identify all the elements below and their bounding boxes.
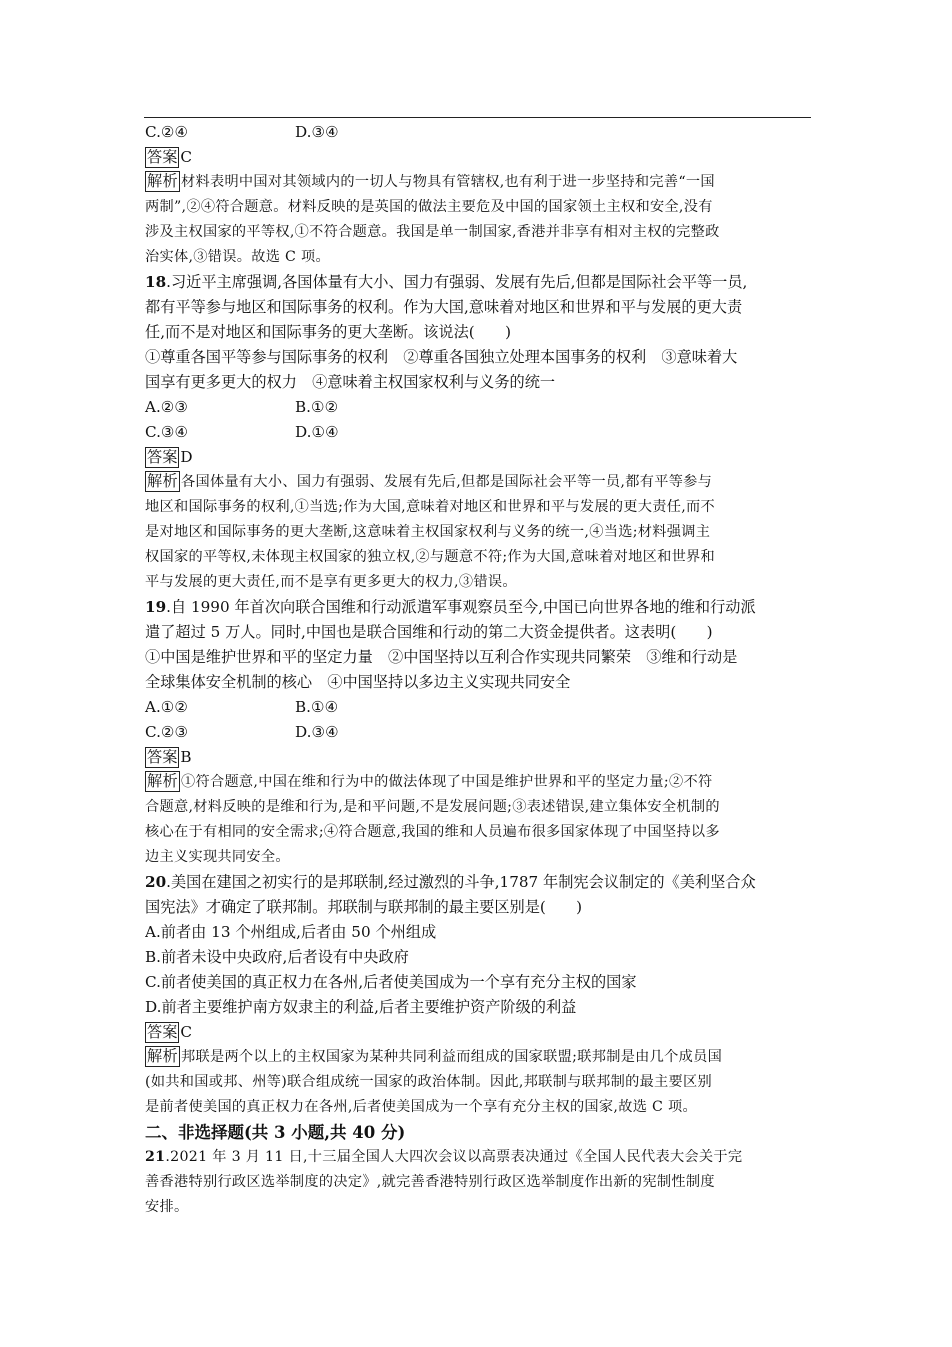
- q18-options-row: [145, 395, 811, 420]
- q20-option-b: B.前者未设中央政府,后者设有中央政府: [145, 948, 409, 966]
- q19-explanation-line: 边主义实现共同安全。: [145, 849, 290, 865]
- q19-explanation-line: 核心在于有相同的安全需求;④符合题意,我国的维和人员遍布很多国家体现了中国坚持以多: [145, 824, 720, 840]
- answer-value: B: [180, 748, 192, 766]
- q17-explanation-line: [145, 170, 811, 195]
- q19-option-b: B.①④: [295, 698, 339, 716]
- question-number: 21: [145, 1149, 166, 1165]
- q18-explanation-line: 地区和国际事务的权利,①当选;作为大国,意味着对地区和世界和平与发展的更大责任,而不: [145, 499, 716, 515]
- q18-option-d: D.①④: [295, 423, 339, 441]
- q19-option-d: D.③④: [295, 723, 339, 741]
- q20-explanation-line: 是前者使美国的真正权力在各州,后者使美国成为一个享有充分主权的国家,故选 C 项。: [145, 1099, 697, 1115]
- q19-explanation-line: [145, 770, 811, 795]
- question-number: 20: [145, 873, 167, 891]
- q17-options-row: [145, 120, 811, 145]
- stem-text: .美国在建国之初实行的是邦联制,经过激烈的斗争,1787 年制宪会议制定的《美利坚合众: [166, 873, 756, 891]
- q19-option-c: C.②③: [145, 723, 189, 741]
- q19-option-a: A.①②: [145, 698, 189, 716]
- q18-explanation-line: 是对地区和国际事务的更大垄断,这意味着主权国家权利与义务的统一,④当选;材料强调主: [145, 524, 711, 540]
- q20-option-a: A.前者由 13 个州组成,后者由 50 个州组成: [145, 923, 437, 941]
- q18-option-a: A.②③: [145, 398, 189, 416]
- q18-stem-line: 任,而不是对地区和国际事务的更大垄断。该说法( ): [145, 323, 511, 341]
- q20-explanation-line: [145, 1045, 811, 1070]
- q19-answer: [145, 745, 811, 770]
- q19-stem-line: [145, 595, 811, 620]
- q18-option-c: C.③④: [145, 423, 189, 441]
- answer-tag: 答案: [147, 448, 178, 466]
- q21-stem-line: 安排。: [145, 1199, 189, 1215]
- q19-statement-line: 全球集体安全机制的核心 ④中国坚持以多边主义实现共同安全: [145, 673, 571, 691]
- answer-value: D: [180, 448, 193, 466]
- stem-text: .自 1990 年首次向联合国维和行动派遣军事观察员至今,中国已向世界各地的维和行动派: [166, 598, 756, 616]
- q17-explanation-line: 涉及主权国家的平等权,①不符合题意。我国是单一制国家,香港并非享有相对主权的完整政: [145, 224, 720, 240]
- explanation-tag: 解析: [147, 172, 178, 190]
- q21-stem-line: 善香港特别行政区选举制度的决定》,就完善香港特别行政区选举制度作出新的宪制性制度: [145, 1174, 715, 1190]
- q20-explanation-line: (如共和国或邦、州等)联合组成统一国家的政治体制。因此,邦联制与联邦制的最主要区别: [145, 1074, 713, 1090]
- q17-option-c: C.②④: [145, 123, 189, 141]
- stem-text: .习近平主席强调,各国体量有大小、国力有强弱、发展有先后,但都是国际社会平等一员,: [166, 273, 748, 291]
- q17-answer: [145, 145, 811, 170]
- explanation-text: 邦联是两个以上的主权国家为某种共同利益而组成的国家联盟;联邦制是由几个成员国: [180, 1049, 723, 1065]
- q20-option-c: C.前者使美国的真正权力在各州,后者使美国成为一个享有充分主权的国家: [145, 973, 637, 991]
- explanation-text: 材料表明中国对其领域内的一切人与物具有管辖权,也有利于进一步坚持和完善“一国: [180, 174, 715, 190]
- q18-stem-line: 都有平等参与地区和国际事务的权利。作为大国,意味着对地区和世界和平与发展的更大责: [145, 298, 743, 316]
- question-number: 18: [145, 273, 167, 291]
- answer-tag: 答案: [147, 148, 178, 166]
- q20-answer: [145, 1020, 811, 1045]
- q19-statement-line: ①中国是维护世界和平的坚定力量 ②中国坚持以互利合作实现共同繁荣 ③维和行动是: [145, 648, 738, 666]
- explanation-text: 各国体量有大小、国力有强弱、发展有先后,但都是国际社会平等一员,都有平等参与: [180, 474, 713, 490]
- q21-stem-line: [145, 1145, 811, 1170]
- q18-explanation-line: 权国家的平等权,未体现主权国家的独立权,②与题意不符;作为大国,意味着对地区和世界和: [145, 549, 716, 565]
- q20-option-d: D.前者主要维护南方奴隶主的利益,后者主要维护资产阶级的利益: [145, 998, 577, 1016]
- q19-stem-line: 遣了超过 5 万人。同时,中国也是联合国维和行动的第二大资金提供者。这表明( ): [145, 623, 713, 641]
- explanation-text: ①符合题意,中国在维和行为中的做法体现了中国是维护世界和平的坚定力量;②不符: [180, 774, 713, 790]
- section-heading: 二、非选择题(共 3 小题,共 40 分): [145, 1123, 406, 1142]
- q19-explanation-line: 合题意,材料反映的是维和行为,是和平问题,不是发展问题;③表述错误,建立集体安全机制的: [145, 799, 720, 815]
- q18-statement-line: ①尊重各国平等参与国际事务的权利 ②尊重各国独立处理本国事务的权利 ③意味着大: [145, 348, 738, 366]
- explanation-tag: 解析: [147, 472, 178, 490]
- q18-answer: [145, 445, 811, 470]
- q18-explanation-line: 平与发展的更大责任,而不是享有更多更大的权力,③错误。: [145, 574, 517, 590]
- q17-explanation-line: 两制”,②④符合题意。材料反映的是英国的做法主要危及中国的国家领土主权和安全,没有: [145, 199, 713, 215]
- header-rule: [144, 117, 811, 118]
- q20-stem-line: [145, 870, 811, 895]
- answer-value: C: [180, 148, 192, 166]
- q18-options-row: [145, 420, 811, 445]
- q19-options-row: [145, 720, 811, 745]
- q18-stem-line: [145, 270, 811, 295]
- stem-text: .2021 年 3 月 11 日,十三届全国人大四次会议以高票表决通过《全国人民代表大会关于完: [165, 1149, 743, 1165]
- explanation-tag: 解析: [147, 1047, 178, 1065]
- q20-stem-line: 国宪法》才确定了联邦制。邦联制与联邦制的最主要区别是( ): [145, 898, 583, 916]
- q18-statement-line: 国享有更多更大的权力 ④意味着主权国家权利与义务的统一: [145, 373, 556, 391]
- answer-tag: 答案: [147, 748, 178, 766]
- q17-explanation-line: 治实体,③错误。故选 C 项。: [145, 249, 330, 265]
- explanation-tag: 解析: [147, 772, 178, 790]
- q18-explanation-line: [145, 470, 811, 495]
- question-number: 19: [145, 598, 167, 616]
- page-content: [145, 120, 811, 1220]
- q18-option-b: B.①②: [295, 398, 339, 416]
- q17-option-d: D.③④: [295, 123, 339, 141]
- answer-value: C: [180, 1023, 192, 1041]
- q19-options-row: [145, 695, 811, 720]
- answer-tag: 答案: [147, 1023, 178, 1041]
